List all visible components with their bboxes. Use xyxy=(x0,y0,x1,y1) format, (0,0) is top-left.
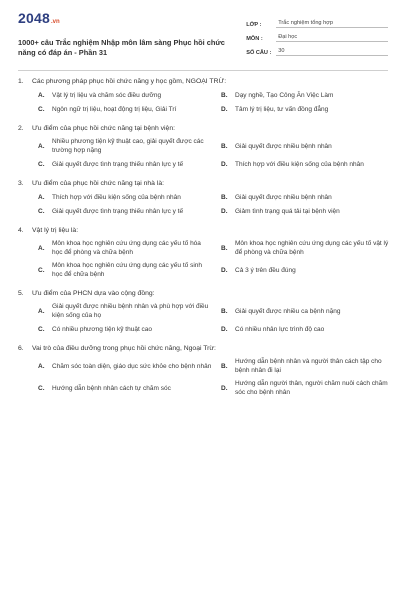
option-letter: C. xyxy=(38,384,45,392)
meta-row-class xyxy=(246,14,388,28)
question-2 xyxy=(18,124,388,169)
option-a[interactable] xyxy=(38,239,213,257)
option-text: Giải quyết được nhiều ca bệnh nặng xyxy=(235,307,341,315)
meta-value: 30 xyxy=(276,48,388,56)
option-letter: C. xyxy=(38,105,45,113)
option-text: Chăm sóc toàn diện, giáo dục sức khỏe cho bệnh nhân xyxy=(52,362,212,370)
option-c[interactable] xyxy=(38,261,213,279)
question-stem xyxy=(18,77,388,86)
option-letter: A. xyxy=(38,362,45,370)
option-letter: C. xyxy=(38,266,45,274)
option-letter: C. xyxy=(38,160,45,168)
option-letter: C. xyxy=(38,325,45,333)
option-text: Tâm lý trị liệu, tư vấn đồng đẳng xyxy=(235,105,329,113)
question-text: Ưu điểm của phục hồi chức năng tại nhà là: xyxy=(32,180,165,187)
option-letter: B. xyxy=(221,91,228,99)
option-a[interactable] xyxy=(38,302,213,320)
header-left xyxy=(18,10,246,58)
option-letter: B. xyxy=(221,362,228,370)
option-letter: B. xyxy=(221,142,228,150)
question-text: Các phương pháp phục hồi chức năng y học gồm, NGOẠI TRỪ: xyxy=(32,78,227,85)
option-c[interactable] xyxy=(38,324,213,334)
question-stem xyxy=(18,226,388,235)
option-text: Giải quyết được tình trạng thiếu nhân lực y tế xyxy=(52,207,184,215)
question-5 xyxy=(18,289,388,334)
option-letter: D. xyxy=(221,384,228,392)
question-1 xyxy=(18,77,388,114)
meta-row-subject xyxy=(246,28,388,42)
option-letter: A. xyxy=(38,193,45,201)
question-text: Ưu điểm của PHCN dựa vào cộng đồng: xyxy=(32,290,155,297)
option-d[interactable] xyxy=(221,379,396,397)
option-text: Có nhiều nhân lực trình độ cao xyxy=(235,325,325,333)
option-letter: A. xyxy=(38,307,45,315)
option-text: Thích hợp với điều kiện sống của bệnh nhân xyxy=(52,193,181,201)
option-c[interactable] xyxy=(38,206,213,216)
question-text: Ưu điểm của phục hồi chức năng tại bệnh viện: xyxy=(32,125,175,132)
question-stem xyxy=(18,124,388,133)
option-letter: D. xyxy=(221,266,228,274)
option-text: Môn khoa học nghiên cứu ứng dụng các yếu tố sinh học để chữa bệnh xyxy=(52,262,202,278)
question-number: 1. xyxy=(18,78,24,85)
option-text: Giải quyết được nhiều bệnh nhân xyxy=(235,142,332,150)
question-4 xyxy=(18,226,388,279)
question-list xyxy=(18,77,388,397)
option-d[interactable] xyxy=(221,159,396,169)
option-letter: B. xyxy=(221,193,228,201)
option-text: Môn khoa học nghiên cứu ứng dụng các yếu tố vật lý để phòng và chữa bệnh xyxy=(235,240,389,256)
option-b[interactable] xyxy=(221,137,396,155)
meta-label: SỐ CÂU : xyxy=(246,50,272,56)
options-grid xyxy=(18,239,388,279)
option-d[interactable] xyxy=(221,261,396,279)
meta-row-count xyxy=(246,42,388,56)
options-grid xyxy=(18,192,388,216)
option-text: Thích hợp với điều kiện sống của bệnh nhân xyxy=(235,160,364,168)
meta-value: Trắc nghiệm tổng hợp xyxy=(276,20,388,28)
options-grid xyxy=(18,90,388,114)
option-b[interactable] xyxy=(221,90,396,100)
option-text: Có nhiều phương tiện kỹ thuật cao xyxy=(52,325,153,333)
meta-info xyxy=(246,14,388,58)
question-text: Vật lý trị liệu là: xyxy=(32,227,79,234)
option-text: Giải quyết được nhiều bệnh nhân xyxy=(235,193,332,201)
question-3 xyxy=(18,179,388,216)
options-grid xyxy=(18,357,388,397)
option-letter: C. xyxy=(38,207,45,215)
logo[interactable] xyxy=(18,10,246,28)
question-number: 6. xyxy=(18,345,24,352)
option-text: Ngôn ngữ trị liệu, hoạt động trị liệu, Giải Trí xyxy=(52,105,177,113)
option-text: Dạy nghề, Tạo Công Ăn Việc Làm xyxy=(235,91,334,99)
header-divider xyxy=(18,70,388,71)
option-d[interactable] xyxy=(221,324,396,334)
options-grid xyxy=(18,302,388,334)
option-text: Nhiều phương tiện kỹ thuật cao, giải quyết được các trường hợp nặng xyxy=(52,138,204,154)
header xyxy=(18,10,388,58)
option-text: Môn khoa học nghiên cứu ứng dụng các yếu tố hóa học để phòng và chữa bệnh xyxy=(52,240,201,256)
option-a[interactable] xyxy=(38,137,213,155)
options-grid xyxy=(18,137,388,169)
option-b[interactable] xyxy=(221,192,396,202)
logo-main-text: 2048 xyxy=(18,10,50,26)
option-letter: B. xyxy=(221,244,228,252)
option-letter: D. xyxy=(221,105,228,113)
option-text: Vật lý trị liệu và chăm sóc điều dưỡng xyxy=(52,91,162,99)
option-text: Hướng dẫn bệnh nhân và người thân cách tập cho bệnh nhân đi lại xyxy=(235,358,382,374)
question-stem xyxy=(18,344,388,353)
meta-label: LỚP : xyxy=(246,22,262,28)
option-text: Hướng dẫn người thân, người chăm nuôi cách chăm sóc cho bệnh nhân xyxy=(235,380,388,396)
option-letter: B. xyxy=(221,307,228,315)
question-number: 3. xyxy=(18,180,24,187)
option-d[interactable] xyxy=(221,206,396,216)
document-title: 1000+ câu Trắc nghiệm Nhập môn lâm sàng Phục hồi chức năng có đáp án - Phần 31 xyxy=(18,38,225,57)
option-text: Cả 3 ý trên đều đúng xyxy=(235,266,296,274)
option-d[interactable] xyxy=(221,104,396,114)
question-number: 4. xyxy=(18,227,24,234)
meta-label: MÔN : xyxy=(246,36,263,42)
option-text: Giải quyết được nhiều bệnh nhân và phù hợp với điều kiện sống của họ xyxy=(52,303,209,319)
question-stem xyxy=(18,179,388,188)
question-text: Vai trò của điều dưỡng trong phục hồi chức năng, Ngoại Trừ: xyxy=(32,345,216,352)
question-number: 2. xyxy=(18,125,24,132)
logo-sub-text: .vn xyxy=(50,19,60,25)
option-c[interactable] xyxy=(38,159,213,169)
option-letter: A. xyxy=(38,142,45,150)
option-letter: D. xyxy=(221,207,228,215)
option-a[interactable] xyxy=(38,357,213,375)
option-a[interactable] xyxy=(38,90,213,100)
meta-value: Đại học xyxy=(276,34,388,42)
option-c[interactable] xyxy=(38,104,213,114)
option-text: Giảm tình trạng quá tải tại bệnh viện xyxy=(235,207,340,215)
option-a[interactable] xyxy=(38,192,213,202)
option-text: Hướng dẫn bệnh nhân cách tự chăm sóc xyxy=(52,384,171,392)
question-number: 5. xyxy=(18,290,24,297)
option-letter: D. xyxy=(221,325,228,333)
option-b[interactable] xyxy=(221,239,396,257)
option-text: Giải quyết được tình trạng thiếu nhân lực y tế xyxy=(52,160,184,168)
question-6 xyxy=(18,344,388,397)
option-b[interactable] xyxy=(221,357,396,375)
option-letter: D. xyxy=(221,160,228,168)
option-b[interactable] xyxy=(221,302,396,320)
option-letter: A. xyxy=(38,244,45,252)
question-stem xyxy=(18,289,388,298)
option-letter: A. xyxy=(38,91,45,99)
option-c[interactable] xyxy=(38,379,213,397)
